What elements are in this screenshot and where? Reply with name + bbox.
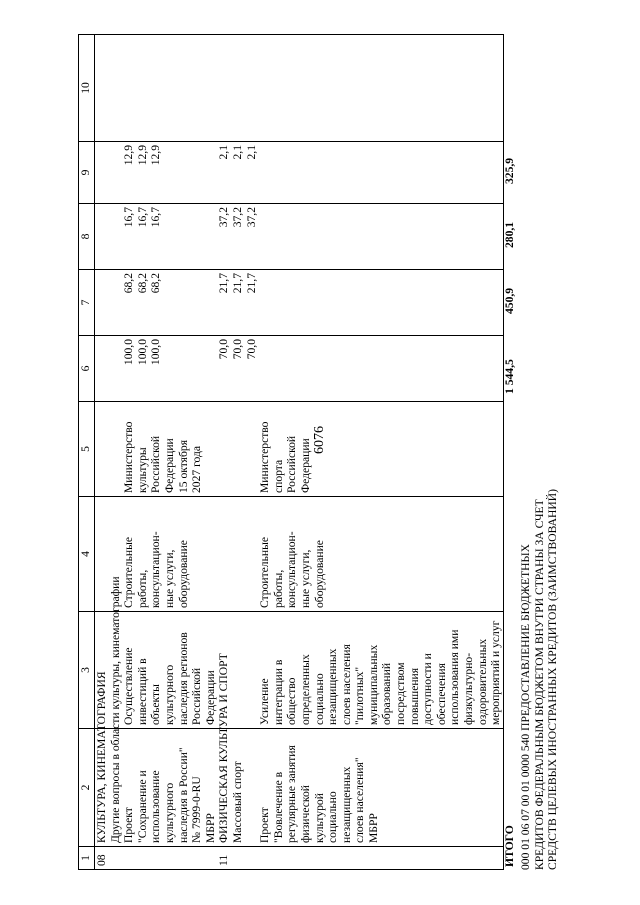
footer-line: 000 01 06 07 00 01 0000 540 ПРЕДОСТАВЛЕНИЕ БЮДЖЕТНЫХ [519,543,532,870]
cell-col5 [122,402,217,497]
cell-line: спорта [271,459,285,493]
column-header-7: 7 [79,270,95,336]
cell-col6 [122,336,217,402]
footer-lines [519,35,560,870]
cell-line: 12,9 [135,145,149,166]
cell-line: наследия в России" [176,747,190,843]
landscape-sheet [78,35,622,870]
cell-line: 12,9 [122,145,136,166]
cell-line: ные услуги, [298,549,312,608]
footer-line: СРЕДСТВ ЦЕЛЕВЫХ ИНОСТРАННЫХ КРЕДИТОВ (ЗАИМСТВОВАНИЙ) [546,489,560,870]
cell-line: 70,0 [244,339,258,360]
cell-line: КУЛЬТУРА, КИНЕМАТОГРАФИЯ [95,671,108,843]
cell-line: социально [326,791,340,843]
total-row [503,35,519,870]
cell-line: МБРР [203,813,217,843]
cell-line: 68,2 [149,273,163,294]
cell-line: 16,7 [122,207,136,228]
cell-col2 [108,576,123,847]
cell-line: 21,7 [217,273,231,294]
cell-line: 15 октября [176,439,190,493]
cell-col7 [122,270,217,336]
footer-line: КРЕДИТОВ ФЕДЕРАЛЬНЫМ БЮДЖЕТОМ ВНУТРИ СТРАНЫ ЗА СЧЕТ [532,499,546,870]
column-header-3: 3 [79,612,95,729]
cell-col7 [217,270,258,336]
cell-line: "Вовлечение в [271,771,285,843]
cell-line: регулярные занятия [285,745,299,843]
cell-line: 21,7 [230,273,244,294]
cell-line: использование [149,770,163,843]
cell-line: культуры [135,447,149,493]
cell-line: ные услуги, [162,549,176,608]
table-row [217,35,258,870]
total-col6: 1 544,5 [503,359,516,394]
cell-line: инвестиций в [135,658,149,725]
cell-line: Массовый спорт [230,761,244,843]
cell-line: ФИЗИЧЕСКАЯ КУЛЬТУРА И СПОРТ [217,653,231,843]
cell-line: 16,7 [149,207,163,228]
cell-line: 70,0 [230,339,244,360]
cell-col10 [258,35,503,142]
totals-section [503,35,560,870]
cell-line: оборудование [176,540,190,608]
cell-col5 [95,402,109,497]
cell-col2 [122,729,217,847]
cell-line: 68,2 [122,273,136,294]
column-header-2: 2 [79,729,95,847]
cell-col7 [109,270,123,336]
cell-line: повышения [407,667,421,725]
cell-col2 [95,671,109,847]
cell-line: слоев населения [339,644,353,725]
cell-line: 12,9 [149,145,163,166]
cell-line: работы, [135,569,149,608]
cell-col1: 08 [95,847,109,870]
cell-line: № 7999-0-RU [190,776,204,843]
column-header-10: 10 [79,35,95,142]
cell-line: консультацион- [285,531,299,608]
cell-line: мероприятий и услуг [489,620,503,725]
cell-line: общество [285,677,299,725]
table-body [95,35,504,870]
page-number: 6076 [312,426,327,454]
cell-line: слоев населения" [353,757,367,843]
cell-line: Федерации [162,438,176,493]
cell-line: 2027 года [190,445,204,493]
table-row [122,35,217,870]
cell-col4 [95,497,109,612]
cell-line: Российской [190,667,204,725]
cell-line: незащищенных [326,648,340,725]
cell-col9 [258,142,503,204]
cell-col9 [95,142,109,204]
cell-col8 [109,204,123,270]
cell-col10 [109,35,123,142]
cell-line: 68,2 [135,273,149,294]
cell-col6 [109,336,123,402]
column-header-9: 9 [79,142,95,204]
cell-line: 100,0 [135,339,149,366]
column-header-4: 4 [79,497,95,612]
cell-line: Осуществление [122,647,136,725]
cell-line: Проект [258,807,272,843]
table-row [109,35,123,870]
cell-col9 [122,142,217,204]
table-row [258,35,503,870]
cell-line: Строительные [258,536,272,608]
cell-col9 [217,142,258,204]
cell-line: 37,2 [244,207,258,228]
cell-line: культурного [162,782,176,843]
cell-line: незащищенных [339,766,353,843]
total-col8: 280,1 [503,221,516,248]
cell-col8 [217,204,258,270]
cell-line: оборудование [312,540,326,608]
cell-line: Усиление [258,678,272,725]
cell-line: использования ими [448,629,462,725]
header-row [79,35,95,870]
cell-line: интеграции в [271,659,285,725]
total-label: ИТОГО [503,825,516,867]
cell-line: Российской [285,435,299,493]
cell-line: Министерство [122,421,136,493]
cell-line: социально [312,673,326,725]
cell-col10 [217,35,258,142]
cell-col3 [258,612,503,729]
cell-line: консультацион- [149,531,163,608]
cell-line: определенных [298,654,312,725]
column-header-5: 5 [79,402,95,497]
cell-col8 [95,204,109,270]
cell-line: 70,0 [217,339,231,360]
table-row [95,35,109,870]
cell-line: образований [380,662,394,725]
cell-line: Федерации [298,438,312,493]
cell-col5 [109,402,123,497]
cell-line: Проект [122,807,136,843]
total-col9: 325,9 [503,157,516,184]
cell-col10 [95,35,109,142]
cell-col6 [95,336,109,402]
cell-line: "пилотных" [353,666,367,725]
cell-col4 [258,497,503,612]
cell-col5 [258,402,503,497]
cell-col6 [258,336,503,402]
cell-col10 [122,35,217,142]
cell-line: Строительные [122,536,136,608]
cell-col4 [122,497,217,612]
cell-line: Министерство [258,421,272,493]
cell-line: 37,2 [230,207,244,228]
cell-line: 100,0 [149,339,163,366]
cell-line: наследия регионов [176,632,190,725]
cell-line: физической [298,785,312,843]
cell-line: 100,0 [122,339,136,366]
cell-line: Федерации [203,670,217,725]
cell-line: муниципальных [366,644,380,725]
cell-line: Другие вопросы в области культуры, кинематографии [108,576,122,843]
cell-line: оздоровительных [475,638,489,725]
cell-line: обеспечения [434,663,448,725]
cell-line: 21,7 [244,273,258,294]
cell-col2 [258,729,503,847]
cell-line: доступности и [421,653,435,725]
cell-col1: 11 [217,847,258,870]
cell-col9 [109,142,123,204]
cell-line: 37,2 [217,207,231,228]
cell-line: культурного [162,664,176,725]
column-header-8: 8 [79,204,95,270]
cell-col8 [122,204,217,270]
cell-line: 2,1 [217,145,231,160]
cell-line: "Сохранение и [135,770,149,843]
cell-line: 16,7 [135,207,149,228]
column-header-6: 6 [79,336,95,402]
budget-table [78,34,504,870]
cell-col4 [217,497,258,612]
cell-line: 2,1 [230,145,244,160]
cell-line: Российской [149,435,163,493]
cell-col1 [258,847,503,870]
cell-col3 [122,612,217,729]
cell-line: культурой [312,793,326,843]
column-header-1: 1 [79,847,95,870]
cell-col1 [109,847,123,870]
cell-line: посредством [394,662,408,725]
cell-line: объекты [149,684,163,725]
cell-col1 [122,847,217,870]
cell-col8 [258,204,503,270]
cell-col2 [217,653,258,847]
cell-line: МБРР [366,813,380,843]
cell-line: 2,1 [244,145,258,160]
cell-col7 [258,270,503,336]
cell-col5 [217,402,258,497]
cell-col6 [217,336,258,402]
cell-line: работы, [271,569,285,608]
total-col7: 450,9 [503,287,516,314]
cell-line: физкультурно- [462,652,476,725]
cell-col7 [95,270,109,336]
